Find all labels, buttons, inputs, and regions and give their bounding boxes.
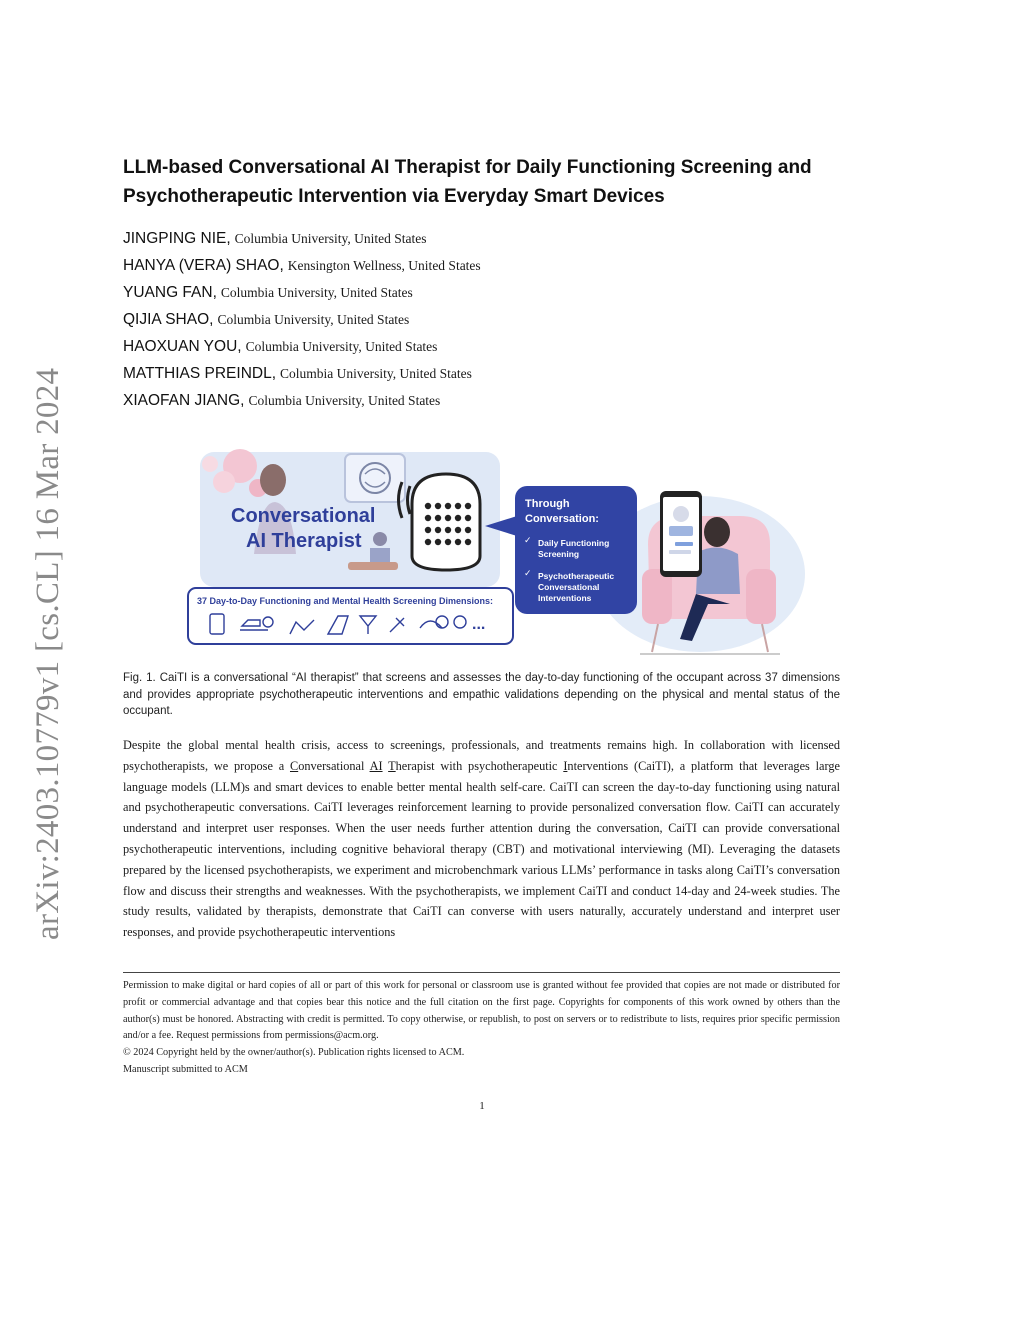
author-entry — [123, 254, 843, 281]
author-affiliation: Columbia University, United States — [217, 312, 410, 327]
author-entry — [123, 389, 843, 416]
manuscript-notice: Manuscript submitted to ACM — [123, 1063, 248, 1075]
more-dimensions-ellipsis: ... — [472, 616, 486, 633]
author-affiliation: Columbia University, United States — [280, 366, 472, 381]
paper-title: LLM-based Conversational AI Therapist for Daily Functioning Screening and Psychotherapeutic Intervention via Everyday Smart Devices — [123, 157, 812, 207]
brain-monitor-icon — [345, 454, 405, 502]
acronym-letter: C — [289, 758, 299, 773]
author-entry — [123, 362, 843, 389]
bubble-item-2-line-1: Psychotherapeutic — [538, 571, 615, 581]
dimensions-label: 37 Day-to-Day Functioning and Mental Health Screening Dimensions: — [197, 596, 494, 606]
abstract-text: onversational — [298, 758, 370, 773]
smartphone-icon — [660, 491, 702, 577]
figure-1 — [180, 444, 810, 659]
abstract — [123, 735, 840, 943]
author-affiliation: Columbia University, United States — [245, 339, 438, 354]
author-affiliation: Columbia University, United States — [220, 285, 413, 300]
bubble-item-1-line-2: Screening — [538, 549, 580, 559]
caiti-illustration — [180, 444, 810, 659]
page-number: 1 — [479, 1100, 485, 1112]
check-icon: ✓ — [524, 569, 532, 579]
bubble-item-2-line-2: Conversational — [538, 582, 600, 592]
check-icon: ✓ — [524, 536, 532, 546]
author-name: XIAOFAN JIANG, — [123, 392, 245, 409]
acronym-letter: T — [388, 758, 396, 773]
author-name: HANYA (VERA) SHAO, — [123, 257, 284, 274]
bubble-item-1-line-1: Daily Functioning — [538, 538, 610, 548]
abstract-text: herapist with psychotherapeutic — [395, 758, 564, 773]
author-affiliation: Columbia University, United States — [234, 231, 427, 246]
author-name: JINGPING NIE, — [123, 230, 231, 247]
figure-caption: Fig. 1. CaiTI is a conversational “AI therapist” that screens and assesses the day-to-day functioning of the occupant across 37 dimensions and provides appropriate psychotherapeutic interventions and empathic validations depending on the physical and mental status of the occupant. — [123, 672, 840, 717]
author-name: HAOXUAN YOU, — [123, 338, 242, 355]
bubble-heading-1: Through — [525, 498, 570, 510]
author-affiliation: Columbia University, United States — [248, 393, 441, 408]
bubble-item-2-line-3: Interventions — [538, 593, 592, 603]
acronym-letter: I — [563, 758, 568, 773]
author-affiliation: Kensington Wellness, United States — [287, 258, 481, 273]
author-list — [123, 227, 843, 416]
author-name: YUANG FAN, — [123, 284, 217, 301]
author-entry — [123, 308, 843, 335]
author-entry — [123, 281, 843, 308]
author-name: MATTHIAS PREINDL, — [123, 365, 277, 382]
footnote-rule — [123, 972, 840, 973]
permission-notice: Permission to make digital or hard copies of all or part of this work for personal or classroom use is granted without fee provided that copies are not made or distributed for profit or commercial advantage and that copies bear this notice and the full citation on the first page. Copyrights for components of this work owned by others than the author(s) must be honored. Abstracting with credit is permitted. To copy otherwise, or republish, to post on servers or to redistribute to lists, requires prior specific permission and/or a fee. Request permissions from permissions@acm.org. — [123, 980, 840, 1042]
bubble-heading-2: Conversation: — [525, 513, 599, 525]
figure-title-line-2: AI Therapist — [246, 530, 362, 552]
footnote — [123, 978, 840, 1079]
smart-speaker-icon — [399, 474, 481, 570]
author-entry — [123, 227, 843, 254]
author-name: QIJIA SHAO, — [123, 311, 214, 328]
abstract-text: nterventions (CaiTI), a platform that leverages large language models (LLM)s and smart devices to enable better mental health self-care. CaiTI can screen the day-to-day functioning using natural and psychotherapeutic conversations. CaiTI leverages reinforcement learning to provide personalized conversation flow. CaiTI can accurately understand and interpret user responses. When the user needs further attention during the conversation, CaiTI can provide conversational psychotherapeutic interventions, including cognitive behavioral therapy (CBT) and motivational interviewing (MI). Leveraging the datasets prepared by the licensed psychotherapists, we experiment and microbenchmark various LLMs’ performance in tasks along CaiTI’s conversation flow and discuss their strengths and weaknesses. With the psychotherapists, we implement CaiTI and conduct 14-day and 24-week studies. The study results, validated by therapists, demonstrate that CaiTI can converse with users naturally, accurately understand and interpret user responses, and provide psychotherapeutic interventions — [123, 758, 840, 940]
arxiv-identifier: arXiv:2403.10779v1 [cs.CL] 16 Mar 2024 — [30, 367, 66, 940]
author-entry — [123, 335, 843, 362]
abstract-text: Despite the global mental health crisis, access to screenings, professionals, and treatments remains high. In collaboration with licensed psychotherapists, we propose a — [123, 738, 840, 773]
copyright-notice: © 2024 Copyright held by the owner/author(s). Publication rights licensed to ACM. — [123, 1047, 465, 1059]
figure-title-line-1: Conversational — [231, 505, 376, 527]
acronym-letter: AI — [369, 758, 383, 773]
